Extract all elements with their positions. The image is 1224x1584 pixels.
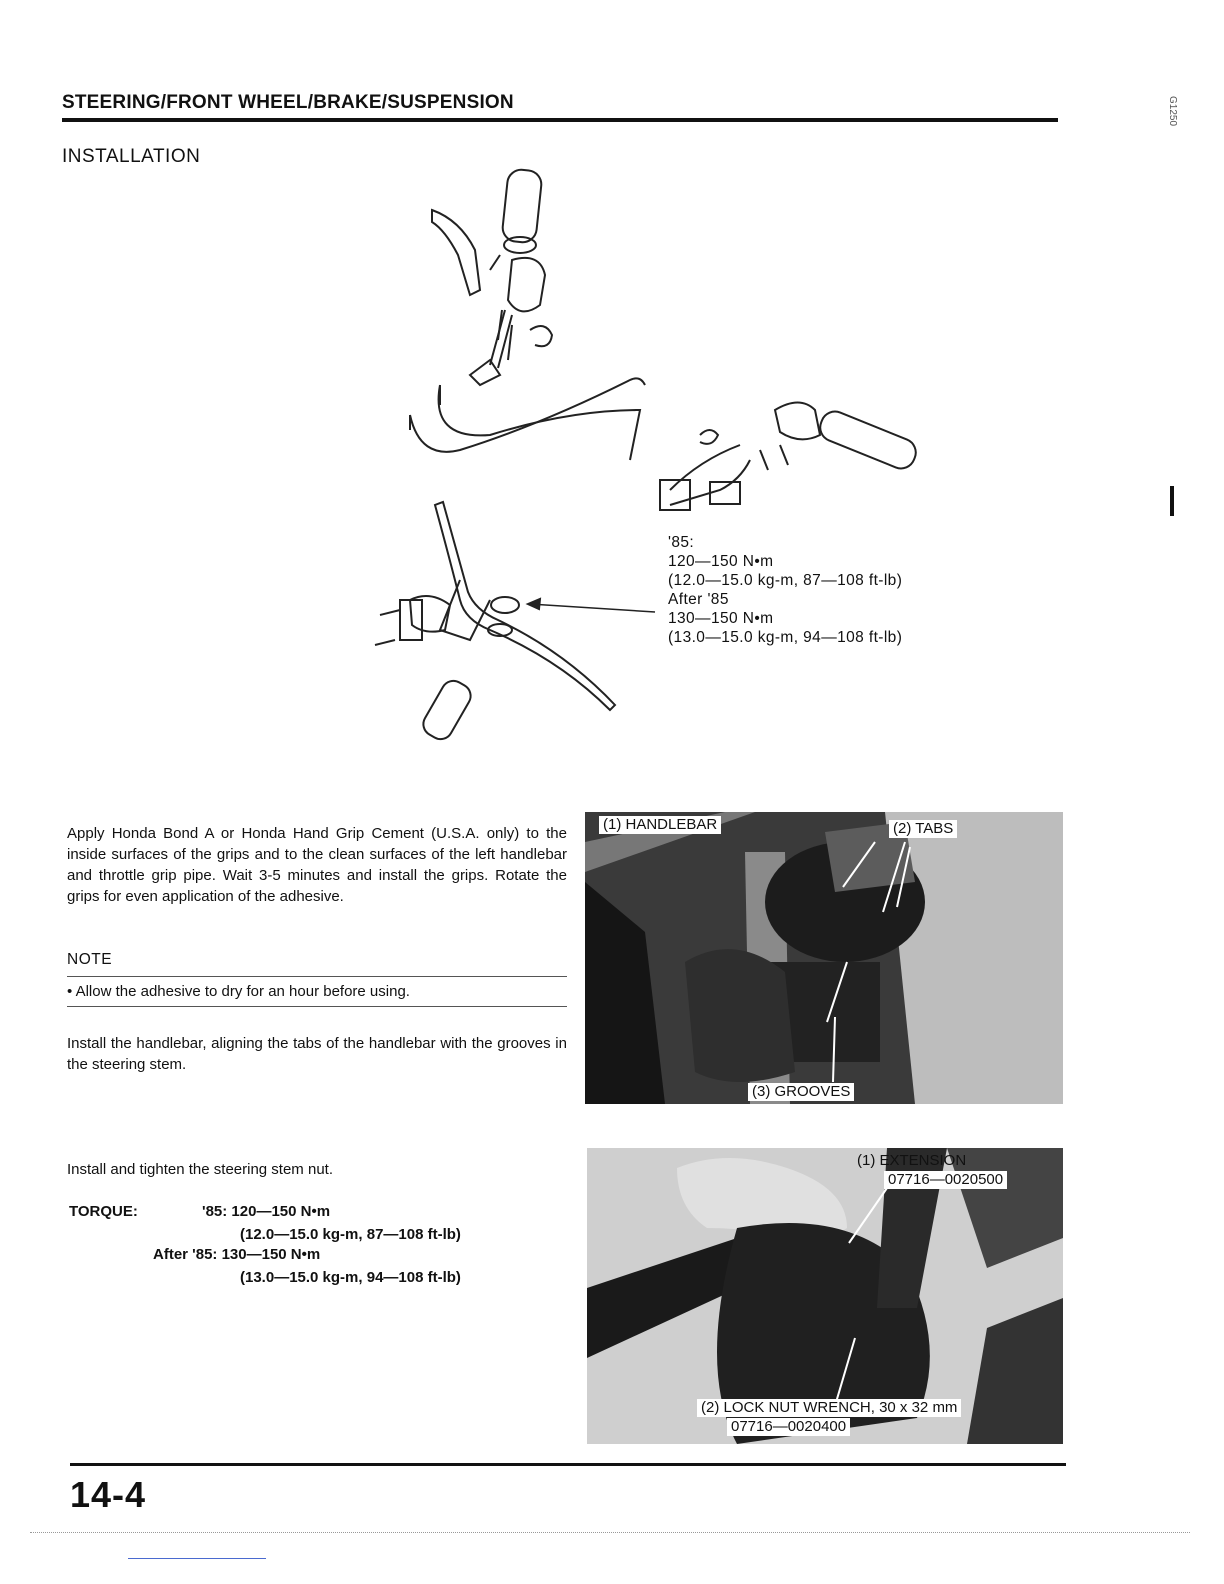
left-grip xyxy=(501,168,542,243)
handlebar-instructions: Install the handlebar, aligning the tabs of the handlebar with the grooves in the steering stem. xyxy=(67,1035,567,1073)
page-number: 14-4 xyxy=(70,1474,147,1515)
handlebar-exploded-diagram xyxy=(340,160,980,760)
callout-line-6: (13.0—15.0 kg-m, 94—108 ft-lb) xyxy=(668,629,903,646)
handlebar xyxy=(435,502,615,710)
photo2-label-extension: (1) EXTENSION xyxy=(857,1152,967,1169)
bottom-blue-line xyxy=(128,1558,266,1559)
photo1-drawing xyxy=(585,812,1063,1104)
torque-row-1: '85: 120—150 N•m xyxy=(202,1203,331,1220)
grip-instructions: Apply Honda Bond A or Honda Hand Grip Cement (U.S.A. only) to the inside surfaces of the grips and to the clean surfaces of the left handlebar and throttle grip pipe. Wait 3-5 minutes and install the grips. Rotate the grips for even application of the adhesive. xyxy=(67,825,567,905)
bottom-scan-edge xyxy=(30,1532,1190,1534)
section-title: INSTALLATION xyxy=(62,146,201,167)
callout-line-3: (12.0—15.0 kg-m, 87—108 ft-lb) xyxy=(668,572,903,589)
handlebar-holder xyxy=(410,596,450,632)
photo2-label-extension-part: 07716—0020500 xyxy=(884,1171,1007,1189)
throttle-cable xyxy=(410,378,645,451)
note-rule-bottom xyxy=(67,1006,567,1007)
photo1-label-grooves: (3) GROOVES xyxy=(748,1083,854,1101)
note-rule-top xyxy=(67,976,567,977)
photo1-label-tabs: (2) TABS xyxy=(889,820,957,838)
left-switch-housing xyxy=(508,258,545,311)
torque-row-3: After '85: 130—150 N•m xyxy=(153,1246,321,1263)
right-switch-housing xyxy=(775,403,820,440)
throttle-grip xyxy=(816,407,920,472)
margin-bar xyxy=(1170,486,1174,516)
callout-line-1: '85: xyxy=(668,534,695,551)
photo1-label-handlebar: (1) HANDLEBAR xyxy=(599,816,721,834)
photo2-label-wrench-part: 07716—0020400 xyxy=(727,1418,850,1436)
torque-row-2: (12.0—15.0 kg-m, 87—108 ft-lb) xyxy=(240,1226,461,1243)
callout-line-4: After '85 xyxy=(668,591,729,608)
torque-row-4: (13.0—15.0 kg-m, 94—108 ft-lb) xyxy=(240,1269,461,1286)
lock-nut-wrench-photo xyxy=(587,1148,1063,1444)
handlebar-end-grip xyxy=(419,677,475,744)
side-code xyxy=(1160,96,1182,186)
footer-rule xyxy=(70,1463,1066,1466)
note-item: • Allow the adhesive to dry for an hour before using. xyxy=(67,983,410,1000)
photo2-label-wrench: (2) LOCK NUT WRENCH, 30 x 32 mm xyxy=(697,1399,961,1417)
handlebar-tabs-photo xyxy=(585,812,1063,1104)
page-header-title: STEERING/FRONT WHEEL/BRAKE/SUSPENSION xyxy=(62,92,514,113)
clutch-cable xyxy=(439,385,640,460)
callout-line-2: 120—150 N•m xyxy=(668,553,774,570)
header-rule xyxy=(62,118,1058,122)
callout-line-5: 130—150 N•m xyxy=(668,610,774,627)
stem-nut-instructions: Install and tighten the steering stem nut. xyxy=(67,1161,333,1178)
diagram-drawing xyxy=(340,160,980,760)
side-code-text: G1250 xyxy=(1167,96,1178,127)
callout-leader xyxy=(530,604,655,612)
clutch-lever xyxy=(432,210,480,295)
torque-label: TORQUE: xyxy=(69,1203,138,1220)
note-label: NOTE xyxy=(67,951,113,968)
torque-callout xyxy=(668,533,902,647)
